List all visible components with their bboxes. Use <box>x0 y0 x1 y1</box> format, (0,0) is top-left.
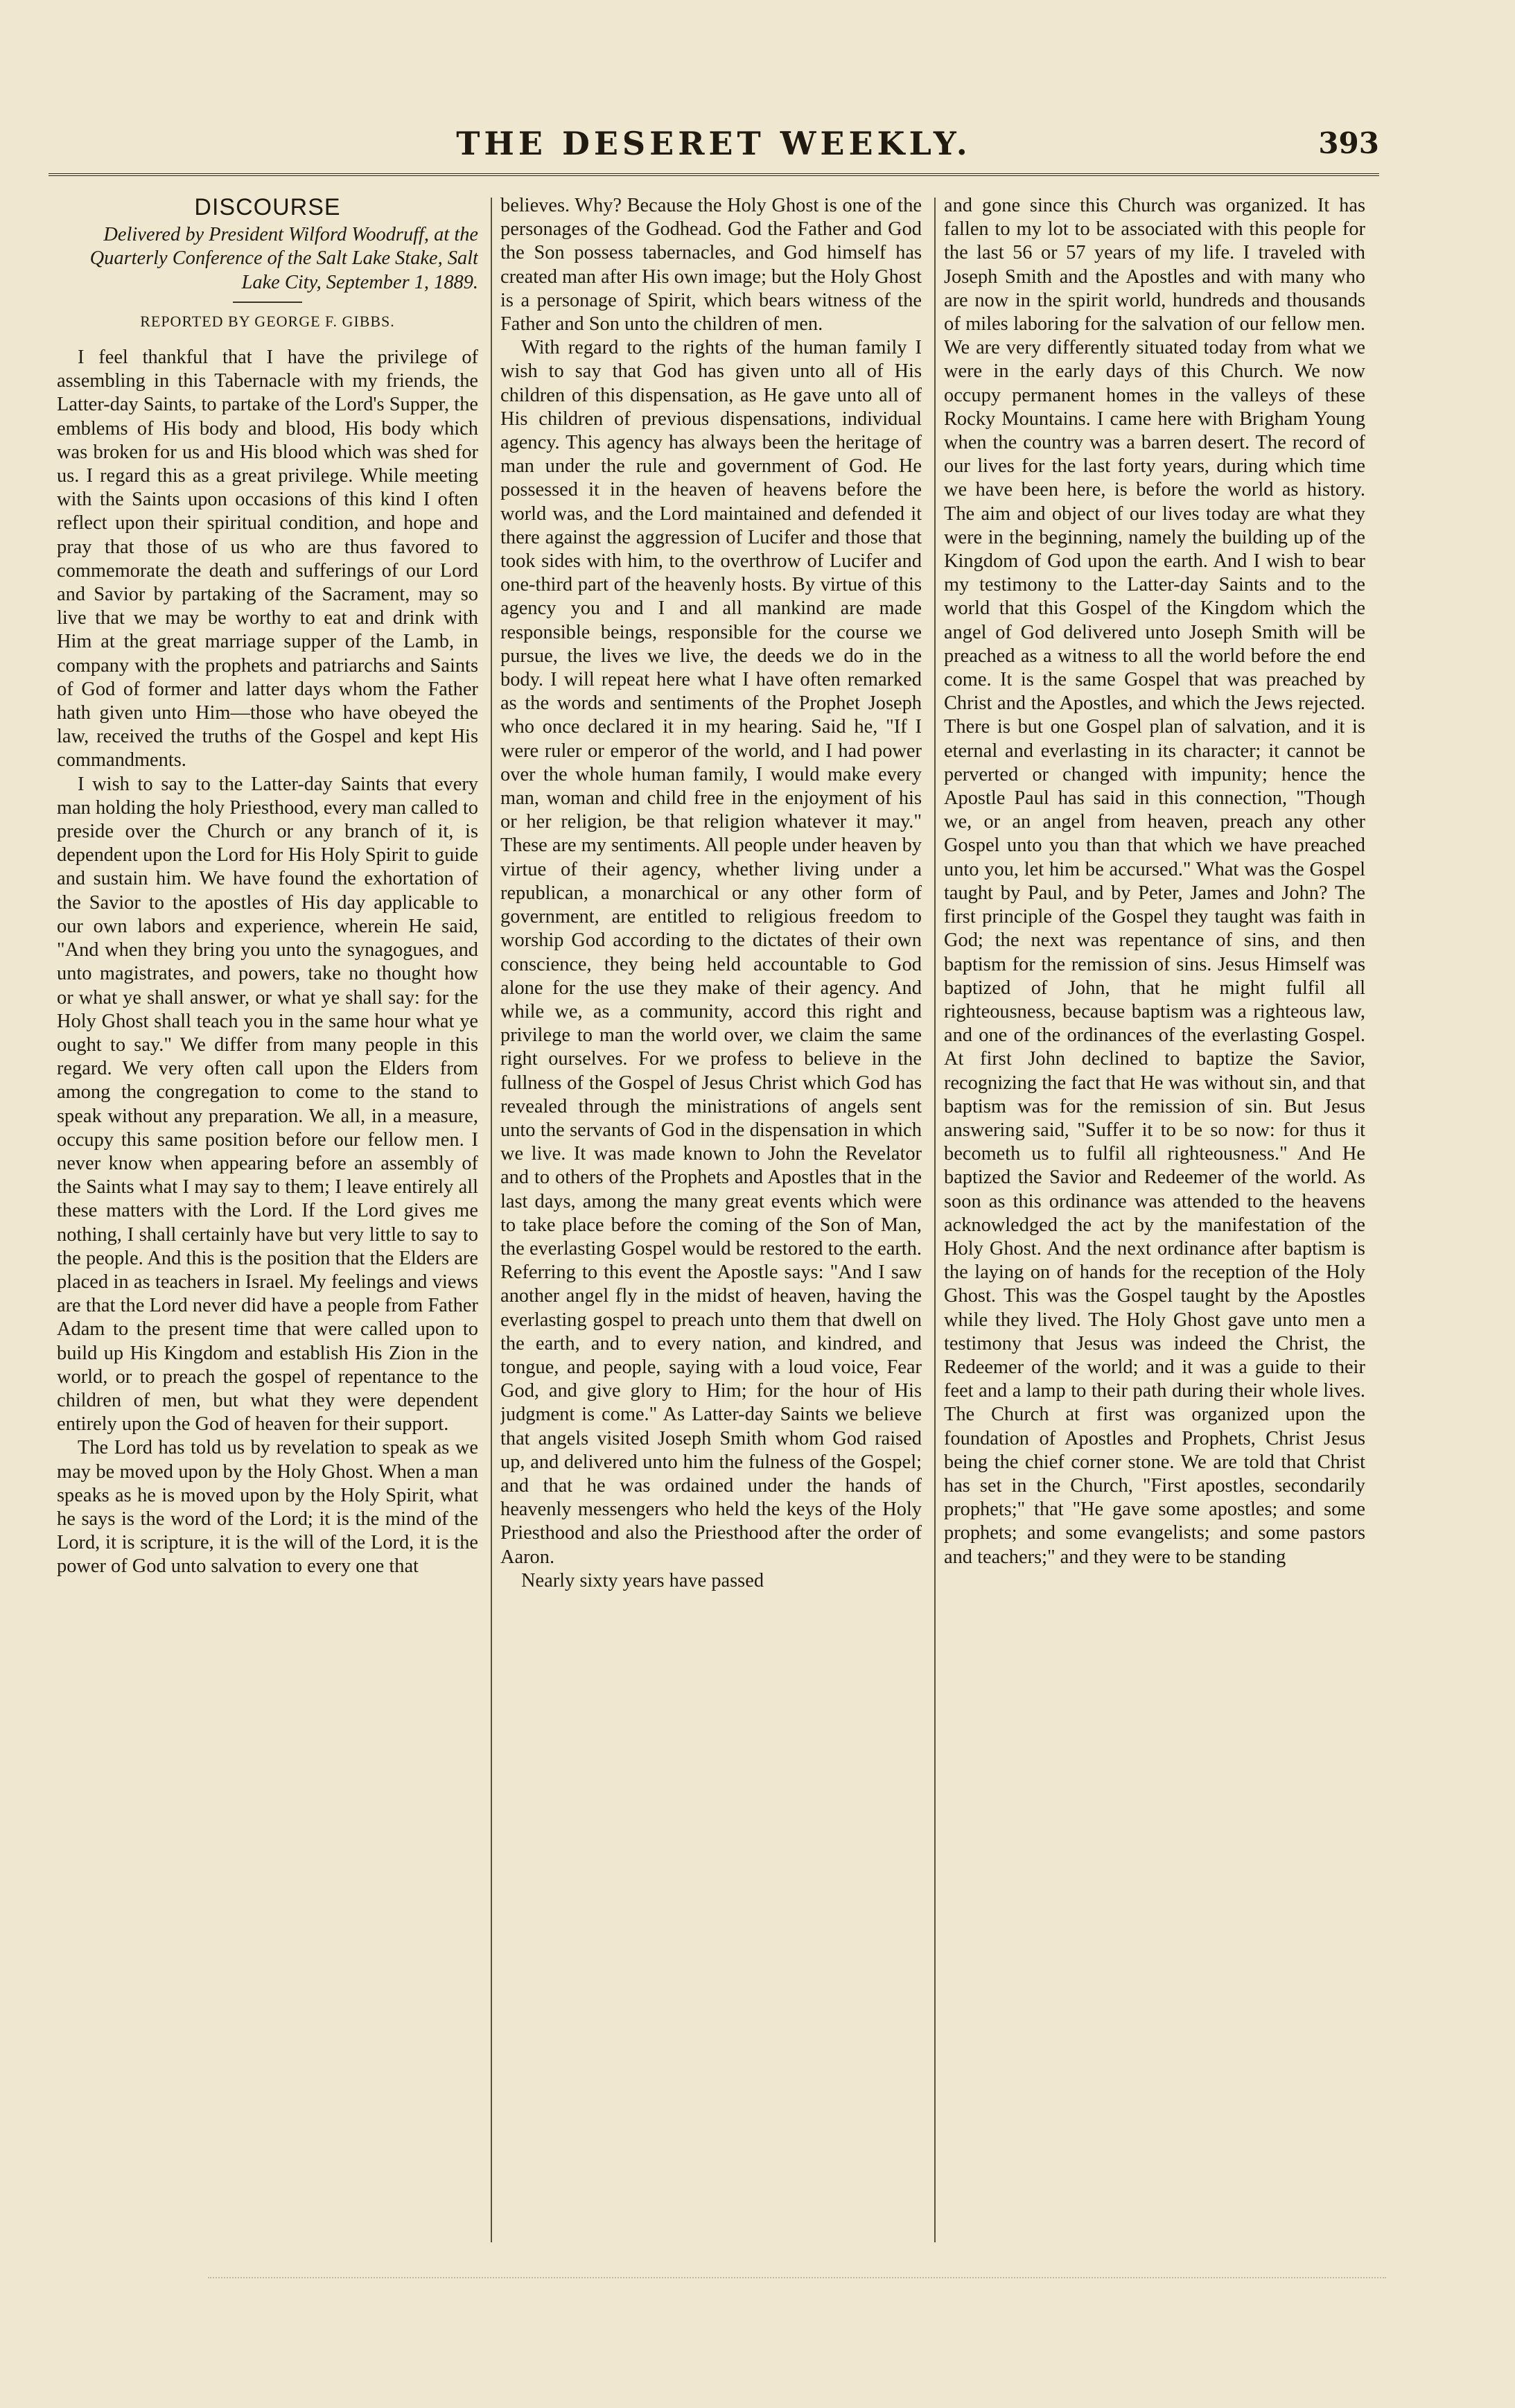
paragraph: and gone since this Church was organized. It has fallen to my lot to be associated with this people for the last 56 or 57 years of my life. I traveled with Joseph Smith and the Apostles and with many who are now in the spirit world, hundreds and thousands of miles laboring for the salvation of our fellow men. We are very differently situated today from what we were in the early days of this Church. We now occupy permanent homes in the valleys of these Rocky Mountains. I came here with Brigham Young when the country was a barren desert. The record of our lives for the last forty years, during which time we have been here, is before the world as history. The aim and object of our lives today are what they were in the beginning, namely the building up of the Kingdom of God upon the earth. And I wish to bear my testimony to the Latter-day Saints and to the world that this Gospel of the Kingdom which the angel of God delivered unto Joseph Smith will be preached as a witness to all the world before the end come. It is the same Gospel that was preached by Christ and the Apostles, and which the Jews rejected. There is but one Gospel plan of salvation, and it is eternal and everlasting in its character; it cannot be perverted or changed with impunity; hence the Apostle Paul has said in this connection, "Though we, or an angel from heaven, preach any other Gospel unto you than that which we have preached unto you, let him be accursed." What was the Gospel taught by Paul, and by Peter, James and John? The first principle of the Gospel they taught was faith in God; the next was repentance of sins, and then baptism for the remission of sins. Jesus Himself was baptized of John, that he might fulfil all righteousness, because baptism was a righteous law, and one of the ordinances of the everlasting Gospel. At first John declined to baptize the Savior, recognizing the fact that He was without sin, and that baptism was for the remission of sin. But Jesus answering said, "Suffer it to be so now: for thus it becometh us to fulfil all righteousness." And He baptized the Savior and Redeemer of the world. As soon as this ordinance was attended to the heavens acknowledged the act by the manifestation of the Holy Ghost. And the next ordinance after baptism is the laying on of hands for the reception of the Holy Ghost. This was the Gospel taught by the Apostles while they lived. The Holy Ghost gave unto men a testimony that Jesus was indeed the Christ, the Redeemer of the world; and it was a guide to their feet and a lamp to their path during their whole lives. The Church at first was organized upon the foundation of Apostles and Prophets, Christ Jesus being the chief corner stone. We are told that Christ has set in the Church, "First apostles, secondarily prophets;" that "He gave some apostles; and some prophets; and some evangelists; and some pastors and teachers;" and they were to be standing <box>944 195 1365 1568</box>
masthead-title: THE DESERET WEEKLY. <box>456 125 972 162</box>
column-2 <box>500 194 922 2246</box>
paragraph: I wish to say to the Latter-day Saints that every man holding the holy Priesthood, every man called to preside over the Church or any branch of it, is dependent upon the Lord for His Holy Spirit to guide and sustain him. We have found the exhortation of the Savior to the apostles of His day applicable to our own labors and experience, wherein He said, "And when they bring you unto the synagogues, and unto magistrates, and powers, take no thought how or what ye shall answer, or what ye shall say: for the Holy Ghost shall teach you in the same hour what ye ought to say." We differ from many people in this regard. We very often call upon the Elders from among the congregation to come to the stand to speak without any preparation. We all, in a measure, occupy this same position before our fellow men. I never know when appearing before an assembly of the Saints what I may say to them; I leave entirely all these matters with the Lord. If the Lord gives me nothing, I shall certainly have but very little to say to the people. And this is the position that the Elders are placed in as teachers in Israel. My feelings and views are that the Lord never did have a people from Father Adam to the present time that were called upon to build up His Kingdom and establish His Zion in the world, or to preach the gospel of repentance to the children of men, but what they were dependent entirely upon the God of heaven for their support. <box>57 773 478 1436</box>
column-3 <box>944 194 1365 2246</box>
paragraph: The Lord has told us by revelation to speak as we may be moved upon by the Holy Ghost. When a man speaks as he is moved upon by the Holy Spirit, what he says is the word of the Lord; it is the mind of the Lord, it is scripture, it is the will of the Lord, it is the power of God unto salvation to every one that <box>57 1437 478 1578</box>
page-number: 393 <box>1318 126 1379 160</box>
page-header <box>49 125 1379 176</box>
column-divider <box>491 198 492 2242</box>
paragraph: I feel thankful that I have the privilege of assembling in this Tabernacle with my friends, the Latter-day Saints, to partake of the Lord's Supper, the emblems of His body and blood, His body which was broken for us and His blood which was shed for us. I regard this as a great privilege. While meeting with the Saints upon occasions of this kind I often reflect upon their spiritual condition, and hope and pray that those of us who are thus favored to commemorate the death and sufferings of our Lord and Savior by partaking of the Sacrament, may so live that we may be worthy to eat and drink with Him at the great marriage supper of the Lamb, in company with the prophets and patriarchs and Saints of God of former and latter days whom the Father hath given unto Him—those who have obeyed the law, received the truths of the Gospel and kept His commandments. <box>57 347 478 771</box>
article-subheading: Delivered by President Wilford Woodruff, at the Quarterly Conference of the Salt Lake Stake, Salt Lake City, September 1, 1889. <box>89 224 478 293</box>
reported-by: REPORTED BY GEORGE F. GIBBS. <box>140 312 395 330</box>
column-1 <box>57 194 478 2246</box>
short-rule <box>233 302 302 303</box>
paragraph: believes. Why? Because the Holy Ghost is one of the personages of the Godhead. God the Father and God the Son possess tabernacles, and God himself has created man after His own image; but the Holy Ghost is a personage of Spirit, which bears witness of the Father and Son unto the children of men. <box>500 195 922 335</box>
article-heading: DISCOURSE <box>194 194 341 220</box>
page-bottom-marks <box>208 2277 1386 2292</box>
column-divider <box>934 198 936 2242</box>
paragraph: Nearly sixty years have passed <box>521 1569 764 1591</box>
paragraph: With regard to the rights of the human family I wish to say that God has given unto all of His children of this dispensation, as He gave unto all of His children of previous dispensations, individual agency. This agency has always been the heritage of man under the rule and government of God. He possessed it in the heaven of heavens before the world was, and the Lord maintained and defended it there against the aggression of Lucifer and those that took sides with him, to the overthrow of Lucifer and one-third part of the heavenly hosts. By virtue of this agency you and I and all mankind are made responsible beings, responsible for the course we pursue, the lives we live, the deeds we do in the body. I will repeat here what I have often remarked as the words and sentiments of the Prophet Joseph who once declared it in my hearing. Said he, "If I were ruler or emperor of the world, and I had power over the whole human family, I would make every man, woman and child free in the enjoyment of his or her religion, be that religion whatever it may." These are my sentiments. All people under heaven by virtue of their agency, whether living under a republican, a monarchical or any other form of government, are entitled to religious freedom to worship God according to the dictates of their own conscience, they being held accountable to God alone for the use they make of their agency. And while we, as a community, accord this right and privilege to man the world over, we claim the same right ourselves. For we profess to believe in the fullness of the Gospel of Jesus Christ which God has revealed through the ministrations of angels sent unto the servants of God in the dispensation in which we live. It was made known to John the Revelator and to others of the Prophets and Apostles that in the last days, among the many great events which were to take place before the coming of the Son of Man, the everlasting Gospel would be restored to the earth. Referring to this event the Apostle says: "And I saw another angel fly in the midst of heaven, having the everlasting gospel to preach unto them that dwell on the earth, and to every nation, and kindred, and tongue, and people, saying with a loud voice, Fear God, and give glory to Him; for the hour of His judgment is come." As Latter-day Saints we believe that angels visited Joseph Smith whom God raised up, and delivered unto him the fulness of the Gospel; and that he was ordained under the hands of heavenly messengers who held the keys of the Holy Priesthood and also the Priesthood after the order of Aaron. <box>500 337 922 1568</box>
